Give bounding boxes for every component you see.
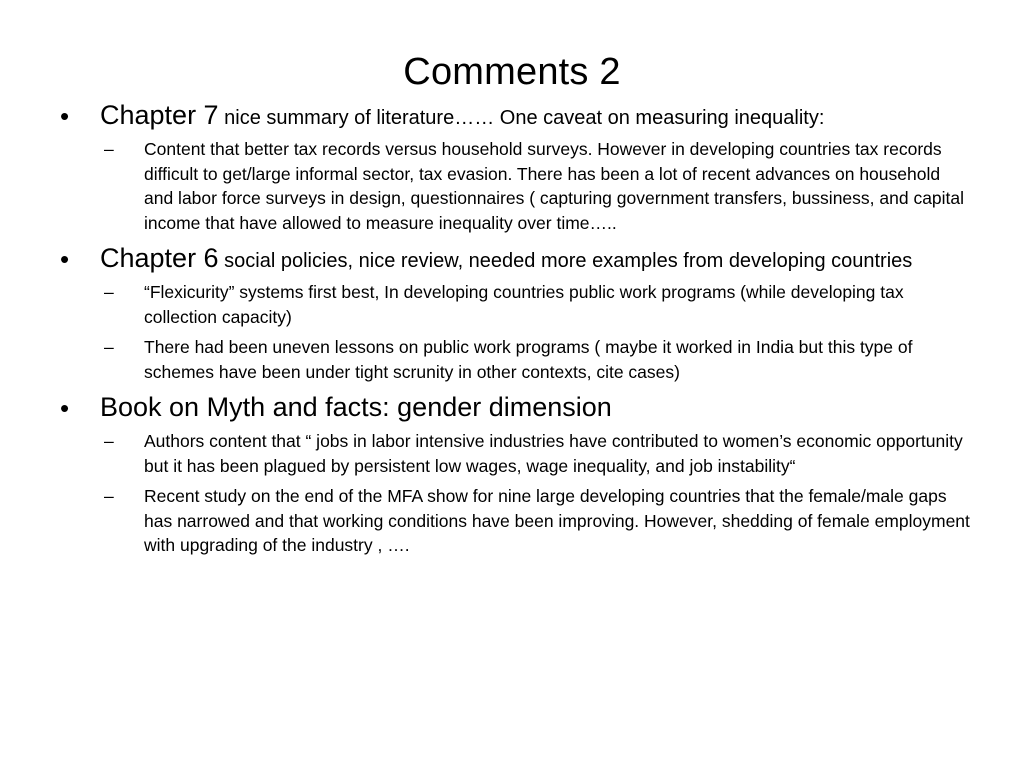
bullet-detail: social policies, nice review, needed more examples from developing countries <box>218 250 913 272</box>
sub-bullet-text: Recent study on the end of the MFA show for nine large developing countries that the female/male gaps has narrowed and that working conditions have been improving. However, shedding of female employment with upgrading of the industry , …. <box>144 486 970 555</box>
dash-icon: – <box>104 282 114 302</box>
dash-icon: – <box>104 337 114 357</box>
dash-icon: – <box>104 431 114 451</box>
sub-bullet-item <box>104 335 970 384</box>
sub-bullet-item <box>104 429 970 478</box>
dash-icon: – <box>104 486 114 506</box>
sub-bullet-list <box>100 280 970 384</box>
bullet-text <box>100 243 970 278</box>
sub-bullet-text: Content that better tax records versus household surveys. However in developing countries tax records difficult to get/large informal sector, tax evasion. There has been a lot of recent advances on household and labor force surveys in design, questionnaires ( capturing government transfers, bussiness, and capital income that have allowed to measure inequality over time….. <box>144 139 965 233</box>
sub-bullet-item <box>104 280 970 329</box>
bullet-heading: Chapter 7 <box>100 100 219 130</box>
bullet-icon: • <box>60 101 70 131</box>
bullet-detail: nice summary of literature…… One caveat on measuring inequality: <box>218 107 825 129</box>
bullet-heading: Book on Myth and facts: gender dimension <box>100 392 612 422</box>
bullet-item-chapter-7 <box>60 100 970 235</box>
sub-bullet-text: Authors content that “ jobs in labor intensive industries have contributed to women’s economic opportunity but it has been plagued by persistent low wages, wage inequality, and job instability“ <box>144 431 963 476</box>
sub-bullet-list <box>100 137 970 235</box>
slide-content <box>60 100 970 566</box>
sub-bullet-text: “Flexicurity” systems first best, In developing countries public work programs (while developing tax collection capacity) <box>144 282 904 327</box>
dash-icon: – <box>104 139 114 159</box>
bullet-item-chapter-6 <box>60 243 970 384</box>
bullet-text <box>100 100 970 135</box>
sub-bullet-list <box>100 429 970 558</box>
sub-bullet-item <box>104 484 970 558</box>
sub-bullet-item <box>104 137 970 235</box>
bullet-icon: • <box>60 393 70 423</box>
bullet-text <box>100 392 970 427</box>
sub-bullet-text: There had been uneven lessons on public work programs ( maybe it worked in India but this type of schemes have been under tight scrunity in other contexts, cite cases) <box>144 337 913 382</box>
bullet-icon: • <box>60 244 70 274</box>
bullet-heading: Chapter 6 <box>100 243 219 273</box>
slide-title: Comments 2 <box>403 51 621 93</box>
bullet-item-gender-dimension <box>60 392 970 558</box>
